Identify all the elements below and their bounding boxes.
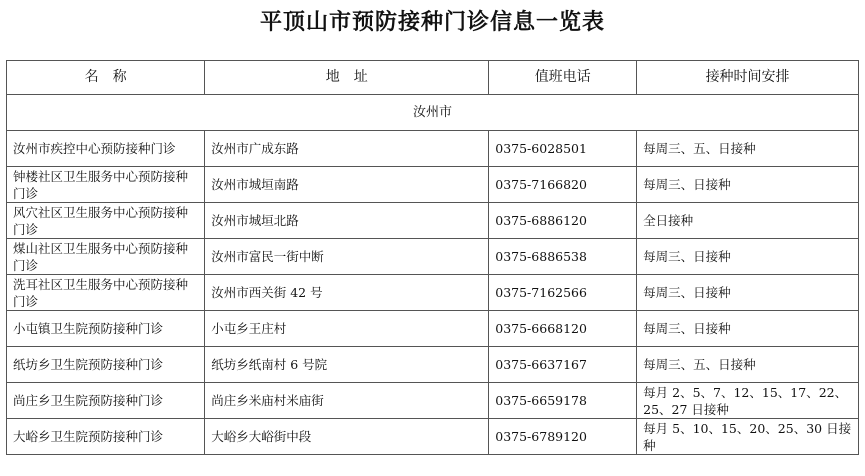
header-address: 地 址 bbox=[205, 61, 489, 95]
clinic-name: 钟楼社区卫生服务中心预防接种门诊 bbox=[7, 167, 205, 203]
clinic-schedule: 每周三、五、日接种 bbox=[637, 131, 859, 167]
clinic-phone: 0375-6886538 bbox=[489, 239, 637, 275]
table-row bbox=[7, 275, 859, 311]
document-title: 平顶山市预防接种门诊信息一览表 bbox=[259, 10, 605, 35]
table-row bbox=[7, 347, 859, 383]
clinic-address: 汝州市城垣南路 bbox=[205, 167, 489, 203]
clinic-address: 纸坊乡纸南村 6 号院 bbox=[205, 347, 489, 383]
clinic-schedule: 每周三、日接种 bbox=[637, 167, 859, 203]
clinic-phone: 0375-6668120 bbox=[489, 311, 637, 347]
region-label: 汝州市 bbox=[7, 95, 859, 131]
clinic-phone: 0375-6637167 bbox=[489, 347, 637, 383]
clinic-name: 纸坊乡卫生院预防接种门诊 bbox=[7, 347, 205, 383]
clinic-schedule: 每周三、日接种 bbox=[637, 311, 859, 347]
table-header-row bbox=[7, 61, 859, 95]
clinic-address: 汝州市城垣北路 bbox=[205, 203, 489, 239]
table-row bbox=[7, 311, 859, 347]
table-row bbox=[7, 239, 859, 275]
clinic-address: 汝州市西关街 42 号 bbox=[205, 275, 489, 311]
clinic-name: 尚庄乡卫生院预防接种门诊 bbox=[7, 383, 205, 419]
clinic-address: 小屯乡王庄村 bbox=[205, 311, 489, 347]
clinic-phone: 0375-6659178 bbox=[489, 383, 637, 419]
table-row bbox=[7, 383, 859, 419]
clinic-address: 汝州市广成东路 bbox=[205, 131, 489, 167]
clinic-name: 汝州市疾控中心预防接种门诊 bbox=[7, 131, 205, 167]
clinic-schedule: 每周三、日接种 bbox=[637, 239, 859, 275]
clinic-name: 洗耳社区卫生服务中心预防接种门诊 bbox=[7, 275, 205, 311]
clinic-address: 汝州市富民一街中断 bbox=[205, 239, 489, 275]
clinic-schedule: 每周三、五、日接种 bbox=[637, 347, 859, 383]
header-schedule: 接种时间安排 bbox=[637, 61, 859, 95]
clinic-phone: 0375-6886120 bbox=[489, 203, 637, 239]
clinic-name: 小屯镇卫生院预防接种门诊 bbox=[7, 311, 205, 347]
clinic-phone: 0375-6028501 bbox=[489, 131, 637, 167]
clinic-name: 大峪乡卫生院预防接种门诊 bbox=[7, 419, 205, 455]
clinic-info-table bbox=[6, 60, 859, 455]
header-phone: 值班电话 bbox=[489, 61, 637, 95]
clinic-name: 煤山社区卫生服务中心预防接种门诊 bbox=[7, 239, 205, 275]
region-row bbox=[7, 95, 859, 131]
table-row bbox=[7, 203, 859, 239]
table-row bbox=[7, 167, 859, 203]
clinic-name: 风穴社区卫生服务中心预防接种门诊 bbox=[7, 203, 205, 239]
clinic-phone: 0375-7162566 bbox=[489, 275, 637, 311]
header-name: 名 称 bbox=[7, 61, 205, 95]
table-row bbox=[7, 131, 859, 167]
clinic-schedule: 每月 5、10、15、20、25、30 日接种 bbox=[637, 419, 859, 455]
clinic-schedule: 每周三、日接种 bbox=[637, 275, 859, 311]
clinic-schedule: 全日接种 bbox=[637, 203, 859, 239]
clinic-schedule: 每月 2、5、7、12、15、17、22、25、27 日接种 bbox=[637, 383, 859, 419]
clinic-phone: 0375-6789120 bbox=[489, 419, 637, 455]
clinic-address: 尚庄乡米庙村米庙街 bbox=[205, 383, 489, 419]
clinic-address: 大峪乡大峪街中段 bbox=[205, 419, 489, 455]
clinic-phone: 0375-7166820 bbox=[489, 167, 637, 203]
table-row bbox=[7, 419, 859, 455]
